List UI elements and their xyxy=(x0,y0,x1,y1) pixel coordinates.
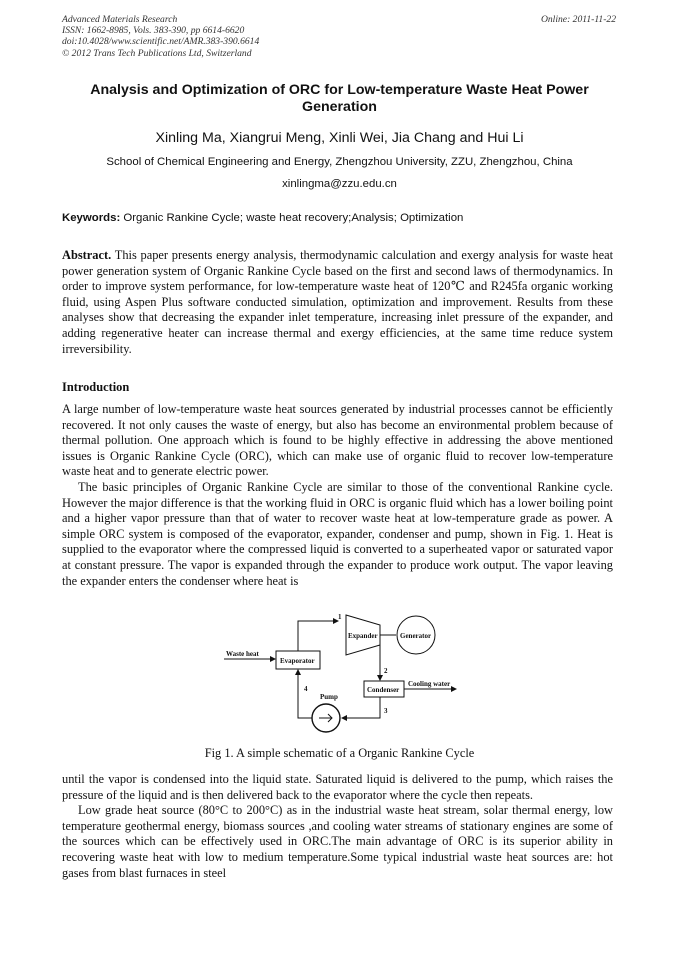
state-label-2: 2 xyxy=(384,667,388,675)
label-pump: Pump xyxy=(320,693,338,701)
line-state-3 xyxy=(342,697,380,718)
paragraph: Low grade heat source (80°C to 200°C) as in the industrial waste heat stream, solar thermal energy, low temperature geothermal energy, biomass sources ,and cooling water streams of stationary engines are some of the sources which can be effectively used in ORC.The main advantage of ORC is its superior ability in recovering waste heat with low to medium temperature.Some typical industrial waste heat sources are: hot gases from blast furnaces in steel xyxy=(62,803,613,880)
abstract xyxy=(62,248,613,357)
label-generator: Generator xyxy=(400,632,432,640)
copyright-line: © 2012 Trans Tech Publications Ltd, Switzerland xyxy=(62,47,252,59)
figure-caption: Fig 1. A simple schematic of a Organic Rankine Cycle xyxy=(204,746,475,760)
paragraph: The basic principles of Organic Rankine Cycle are similar to those of the conventional Rankine cycle. However the major difference is that the working fluid in ORC is organic fluid which has a lower boiling point and a higher vapor pressure than that of water to recover waste heat at low-temperature grade as power. A simple ORC system is composed of the evaporator, expander, condenser and pump, shown in Fig. 1. Heat is supplied to the evaporator where the compressed liquid is converted to a superheated vapor or saturated vapor at constant pressure. The vapor is expanded through the expander to produce work output. The vapor leaving the expander enters the condenser where heat is xyxy=(62,479,613,588)
issn-line: ISSN: 1662-8985, Vols. 383-390, pp 6614-6620 xyxy=(62,25,245,37)
line-state-1 xyxy=(298,621,338,651)
author-list: Xinling Ma, Xiangrui Meng, Xinli Wei, Jia Chang and Hui Li xyxy=(155,130,524,146)
journal-header xyxy=(62,14,617,59)
abstract-text: This paper presents energy analysis, thermodynamic calculation and exergy analysis for waste heat power generation system of Organic Rankine Cycle based on the first and second laws of thermodynamics. In order to improve system performance, for low-temperature waste heat of 120℃ and R245fa organic working fluid, using Aspen Plus software conducted simulation, optimization and improvement. Results from these analyses show that decreasing the expander inlet temperature, increasing inlet pressure of the expander, and adding regenerative heater can increase thermal and exergy efficiencies, at the same time reduce system irreversibility. xyxy=(62,248,614,356)
label-condenser: Condenser xyxy=(367,686,400,694)
keywords xyxy=(62,212,617,224)
label-expander: Expander xyxy=(348,632,378,640)
state-label-4: 4 xyxy=(304,685,308,693)
abstract-label: Abstract. xyxy=(62,248,112,262)
state-label-3: 3 xyxy=(384,707,388,715)
paragraph: until the vapor is condensed into the liquid state. Saturated liquid is delivered to the pump, which raises the pressure of the liquid and is then delivered back to the evaporator where the cycle then repeats. xyxy=(62,772,613,802)
paper-title: Analysis and Optimization of ORC for Low-temperature Waste Heat Power Generation xyxy=(90,82,589,115)
section-heading-introduction: Introduction xyxy=(62,380,130,394)
author-email: xinlingma@zzu.edu.cn xyxy=(282,178,397,190)
keywords-text: Organic Rankine Cycle; waste heat recovery;Analysis; Optimization xyxy=(123,212,464,224)
line-state-4 xyxy=(298,670,312,718)
introduction-body xyxy=(62,402,613,589)
introduction-body-continued xyxy=(62,772,613,881)
label-evaporator: Evaporator xyxy=(280,657,315,665)
affiliation: School of Chemical Engineering and Energy, Zhengzhou University, ZZU, Zhengzhou, China xyxy=(106,156,573,168)
state-label-1: 1 xyxy=(338,613,342,621)
journal-name: Advanced Materials Research xyxy=(62,14,178,25)
label-waste-heat: Waste heat xyxy=(226,650,259,658)
paragraph: A large number of low-temperature waste heat sources generated by industrial processes cannot be efficiently recovered. It not only causes the waste of energy, but also has become an environmental problem because of thermal pollution. One approach which is found to be highly effective in addressing the above mentioned issues is Organic Rankine Cycle (ORC), which can make use of organic fluid to recover low-temperature waste heat and to generate electric power. xyxy=(62,402,613,479)
doi-line: doi:10.4028/www.scientific.net/AMR.383-390.6614 xyxy=(62,36,260,48)
label-cooling-water: Cooling water xyxy=(408,680,451,688)
keywords-label: Keywords: xyxy=(62,212,121,224)
orc-schematic-figure xyxy=(220,611,470,741)
online-date: Online: 2011-11-22 xyxy=(540,14,616,25)
